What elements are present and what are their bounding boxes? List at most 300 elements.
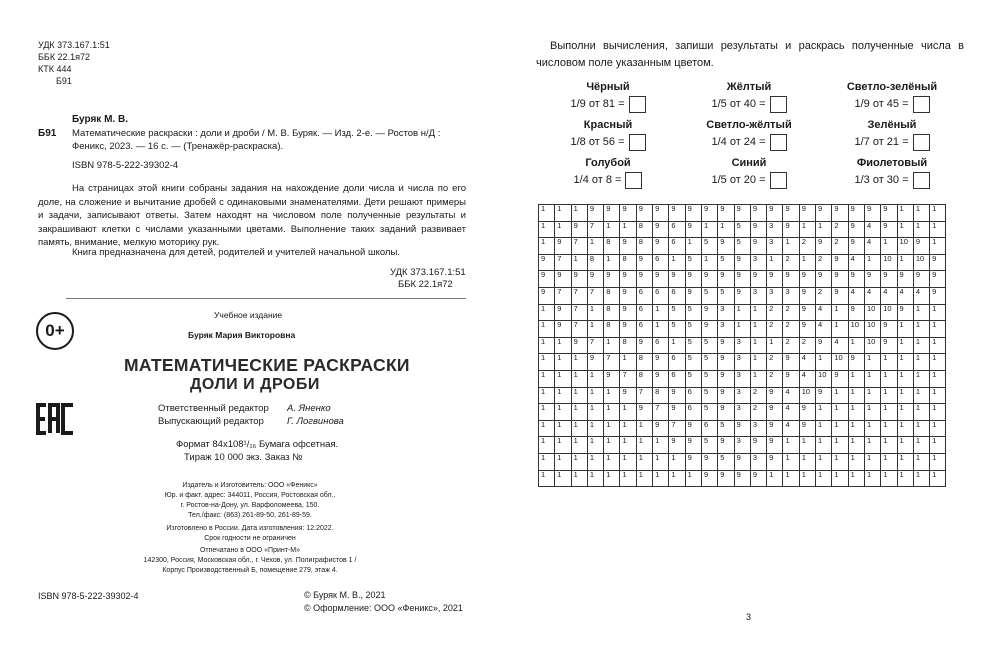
- grid-cell[interactable]: 1: [816, 420, 832, 437]
- grid-cell[interactable]: 10: [832, 354, 848, 371]
- grid-cell[interactable]: 2: [767, 304, 783, 321]
- grid-cell[interactable]: 9: [685, 453, 701, 470]
- grid-cell[interactable]: 1: [881, 404, 897, 421]
- grid-cell[interactable]: 10: [864, 321, 880, 338]
- grid-cell[interactable]: 1: [750, 337, 766, 354]
- grid-cell[interactable]: 1: [897, 221, 913, 238]
- grid-cell[interactable]: 9: [701, 470, 717, 487]
- grid-cell[interactable]: 6: [653, 287, 669, 304]
- grid-cell[interactable]: 1: [930, 387, 946, 404]
- grid-cell[interactable]: 1: [539, 387, 555, 404]
- grid-cell[interactable]: 9: [848, 221, 864, 238]
- grid-cell[interactable]: 1: [620, 437, 636, 454]
- grid-cell[interactable]: 9: [555, 304, 571, 321]
- grid-cell[interactable]: 2: [816, 287, 832, 304]
- grid-cell[interactable]: 1: [539, 337, 555, 354]
- answer-box[interactable]: [913, 134, 930, 151]
- grid-cell[interactable]: 10: [881, 304, 897, 321]
- grid-cell[interactable]: 1: [930, 354, 946, 371]
- grid-cell[interactable]: 1: [897, 205, 913, 222]
- grid-cell[interactable]: 9: [881, 321, 897, 338]
- grid-cell[interactable]: 9: [718, 271, 734, 288]
- grid-cell[interactable]: 8: [636, 370, 652, 387]
- grid-cell[interactable]: 1: [832, 420, 848, 437]
- grid-cell[interactable]: 1: [555, 205, 571, 222]
- grid-cell[interactable]: 3: [734, 404, 750, 421]
- grid-cell[interactable]: 9: [848, 354, 864, 371]
- grid-cell[interactable]: 9: [620, 238, 636, 255]
- grid-cell[interactable]: 4: [816, 304, 832, 321]
- grid-cell[interactable]: 1: [701, 254, 717, 271]
- grid-cell[interactable]: 1: [913, 321, 929, 338]
- grid-cell[interactable]: 1: [620, 420, 636, 437]
- grid-cell[interactable]: 1: [897, 254, 913, 271]
- grid-cell[interactable]: 1: [897, 437, 913, 454]
- grid-cell[interactable]: 9: [734, 453, 750, 470]
- grid-cell[interactable]: 1: [864, 254, 880, 271]
- grid-cell[interactable]: 5: [685, 254, 701, 271]
- grid-cell[interactable]: 1: [539, 304, 555, 321]
- grid-cell[interactable]: 9: [620, 321, 636, 338]
- grid-cell[interactable]: 7: [587, 221, 603, 238]
- grid-cell[interactable]: 1: [750, 370, 766, 387]
- grid-cell[interactable]: 9: [653, 370, 669, 387]
- grid-cell[interactable]: 1: [913, 337, 929, 354]
- grid-cell[interactable]: 9: [653, 354, 669, 371]
- grid-cell[interactable]: 1: [767, 254, 783, 271]
- grid-cell[interactable]: 3: [718, 321, 734, 338]
- grid-cell[interactable]: 1: [571, 370, 587, 387]
- grid-cell[interactable]: 2: [767, 354, 783, 371]
- grid-cell[interactable]: 1: [701, 221, 717, 238]
- grid-cell[interactable]: 10: [816, 370, 832, 387]
- grid-cell[interactable]: 2: [750, 387, 766, 404]
- grid-cell[interactable]: 9: [767, 205, 783, 222]
- grid-cell[interactable]: 6: [685, 387, 701, 404]
- grid-cell[interactable]: 1: [848, 387, 864, 404]
- grid-cell[interactable]: 4: [783, 387, 799, 404]
- grid-cell[interactable]: 9: [767, 271, 783, 288]
- grid-cell[interactable]: 9: [767, 420, 783, 437]
- grid-cell[interactable]: 9: [539, 287, 555, 304]
- grid-cell[interactable]: 9: [783, 221, 799, 238]
- grid-cell[interactable]: 3: [767, 238, 783, 255]
- grid-cell[interactable]: 1: [881, 420, 897, 437]
- grid-cell[interactable]: 2: [832, 221, 848, 238]
- answer-box[interactable]: [625, 172, 642, 189]
- grid-cell[interactable]: 1: [864, 387, 880, 404]
- grid-cell[interactable]: 1: [816, 354, 832, 371]
- grid-cell[interactable]: 1: [653, 470, 669, 487]
- grid-cell[interactable]: 4: [897, 287, 913, 304]
- grid-cell[interactable]: 9: [767, 404, 783, 421]
- grid-cell[interactable]: 1: [604, 453, 620, 470]
- grid-cell[interactable]: 2: [816, 254, 832, 271]
- grid-cell[interactable]: 9: [881, 205, 897, 222]
- grid-cell[interactable]: 9: [783, 271, 799, 288]
- answer-box[interactable]: [629, 96, 646, 113]
- grid-cell[interactable]: 9: [734, 271, 750, 288]
- grid-cell[interactable]: 9: [604, 205, 620, 222]
- grid-cell[interactable]: 9: [734, 287, 750, 304]
- grid-cell[interactable]: 9: [783, 205, 799, 222]
- answer-box[interactable]: [629, 134, 646, 151]
- grid-cell[interactable]: 9: [734, 420, 750, 437]
- grid-cell[interactable]: 1: [930, 437, 946, 454]
- grid-cell[interactable]: 9: [555, 321, 571, 338]
- grid-cell[interactable]: 1: [587, 453, 603, 470]
- grid-cell[interactable]: 7: [571, 287, 587, 304]
- grid-cell[interactable]: 9: [718, 337, 734, 354]
- grid-cell[interactable]: 9: [620, 287, 636, 304]
- grid-cell[interactable]: 9: [799, 271, 815, 288]
- grid-cell[interactable]: 1: [930, 470, 946, 487]
- grid-cell[interactable]: 9: [864, 271, 880, 288]
- grid-cell[interactable]: 9: [718, 404, 734, 421]
- grid-cell[interactable]: 1: [783, 238, 799, 255]
- grid-cell[interactable]: 1: [913, 437, 929, 454]
- grid-cell[interactable]: 9: [685, 205, 701, 222]
- grid-cell[interactable]: 1: [587, 470, 603, 487]
- grid-cell[interactable]: 1: [636, 453, 652, 470]
- grid-cell[interactable]: 9: [750, 205, 766, 222]
- grid-cell[interactable]: 1: [832, 437, 848, 454]
- grid-cell[interactable]: 1: [604, 404, 620, 421]
- grid-cell[interactable]: 1: [587, 238, 603, 255]
- grid-cell[interactable]: 1: [897, 354, 913, 371]
- grid-cell[interactable]: 1: [555, 337, 571, 354]
- grid-cell[interactable]: 1: [881, 238, 897, 255]
- grid-cell[interactable]: 9: [767, 387, 783, 404]
- grid-cell[interactable]: 1: [881, 470, 897, 487]
- grid-cell[interactable]: 1: [864, 453, 880, 470]
- grid-cell[interactable]: 9: [653, 271, 669, 288]
- grid-cell[interactable]: 1: [832, 304, 848, 321]
- grid-cell[interactable]: 5: [685, 354, 701, 371]
- grid-cell[interactable]: 9: [783, 370, 799, 387]
- grid-cell[interactable]: 1: [604, 387, 620, 404]
- grid-cell[interactable]: 9: [750, 271, 766, 288]
- grid-cell[interactable]: 9: [587, 271, 603, 288]
- grid-cell[interactable]: 1: [669, 254, 685, 271]
- grid-cell[interactable]: 1: [799, 453, 815, 470]
- grid-cell[interactable]: 9: [653, 205, 669, 222]
- grid-cell[interactable]: 9: [718, 238, 734, 255]
- grid-cell[interactable]: 1: [555, 354, 571, 371]
- grid-cell[interactable]: 9: [636, 404, 652, 421]
- grid-cell[interactable]: 9: [799, 321, 815, 338]
- grid-cell[interactable]: 9: [669, 205, 685, 222]
- grid-cell[interactable]: 9: [799, 205, 815, 222]
- grid-cell[interactable]: 1: [734, 321, 750, 338]
- grid-cell[interactable]: 9: [897, 304, 913, 321]
- grid-cell[interactable]: 9: [734, 470, 750, 487]
- grid-cell[interactable]: 9: [718, 437, 734, 454]
- grid-cell[interactable]: 9: [685, 287, 701, 304]
- grid-cell[interactable]: 7: [620, 370, 636, 387]
- grid-cell[interactable]: 1: [636, 470, 652, 487]
- grid-cell[interactable]: 9: [930, 254, 946, 271]
- grid-cell[interactable]: 1: [783, 470, 799, 487]
- grid-cell[interactable]: 9: [718, 470, 734, 487]
- grid-cell[interactable]: 5: [685, 370, 701, 387]
- grid-cell[interactable]: 1: [832, 321, 848, 338]
- grid-cell[interactable]: 7: [555, 287, 571, 304]
- answer-box[interactable]: [770, 134, 787, 151]
- grid-cell[interactable]: 9: [701, 205, 717, 222]
- grid-cell[interactable]: 1: [832, 453, 848, 470]
- grid-cell[interactable]: 1: [571, 470, 587, 487]
- grid-cell[interactable]: 3: [718, 304, 734, 321]
- grid-cell[interactable]: 1: [897, 453, 913, 470]
- grid-cell[interactable]: 1: [539, 370, 555, 387]
- grid-cell[interactable]: 8: [604, 287, 620, 304]
- grid-cell[interactable]: 9: [669, 404, 685, 421]
- grid-cell[interactable]: 1: [571, 387, 587, 404]
- grid-cell[interactable]: 4: [848, 254, 864, 271]
- grid-cell[interactable]: 9: [604, 370, 620, 387]
- grid-cell[interactable]: 6: [669, 354, 685, 371]
- grid-cell[interactable]: 1: [864, 437, 880, 454]
- grid-cell[interactable]: 1: [816, 221, 832, 238]
- grid-cell[interactable]: 5: [685, 337, 701, 354]
- grid-cell[interactable]: 9: [669, 387, 685, 404]
- grid-cell[interactable]: 1: [750, 321, 766, 338]
- grid-cell[interactable]: 1: [848, 470, 864, 487]
- grid-cell[interactable]: 7: [636, 387, 652, 404]
- grid-cell[interactable]: 1: [930, 304, 946, 321]
- grid-cell[interactable]: 1: [604, 254, 620, 271]
- grid-cell[interactable]: 9: [718, 205, 734, 222]
- grid-cell[interactable]: 5: [718, 287, 734, 304]
- grid-cell[interactable]: 9: [767, 453, 783, 470]
- grid-cell[interactable]: 9: [669, 437, 685, 454]
- grid-cell[interactable]: 1: [604, 437, 620, 454]
- grid-cell[interactable]: 6: [685, 404, 701, 421]
- grid-cell[interactable]: 2: [799, 337, 815, 354]
- grid-cell[interactable]: 1: [604, 221, 620, 238]
- grid-cell[interactable]: 1: [539, 354, 555, 371]
- grid-cell[interactable]: 10: [864, 337, 880, 354]
- grid-cell[interactable]: 1: [930, 370, 946, 387]
- grid-cell[interactable]: 6: [669, 238, 685, 255]
- grid-cell[interactable]: 5: [734, 221, 750, 238]
- grid-cell[interactable]: 3: [750, 420, 766, 437]
- grid-cell[interactable]: 1: [832, 470, 848, 487]
- grid-cell[interactable]: 3: [750, 453, 766, 470]
- grid-cell[interactable]: 6: [669, 370, 685, 387]
- grid-cell[interactable]: 2: [783, 321, 799, 338]
- grid-cell[interactable]: 7: [555, 254, 571, 271]
- grid-cell[interactable]: 9: [930, 287, 946, 304]
- grid-cell[interactable]: 9: [930, 271, 946, 288]
- grid-cell[interactable]: 1: [897, 387, 913, 404]
- grid-cell[interactable]: 9: [701, 304, 717, 321]
- grid-cell[interactable]: 4: [848, 287, 864, 304]
- grid-cell[interactable]: 5: [701, 354, 717, 371]
- grid-cell[interactable]: 9: [539, 271, 555, 288]
- grid-cell[interactable]: 3: [734, 387, 750, 404]
- grid-cell[interactable]: 1: [604, 470, 620, 487]
- grid-cell[interactable]: 9: [816, 205, 832, 222]
- grid-cell[interactable]: 9: [685, 271, 701, 288]
- grid-cell[interactable]: 1: [930, 337, 946, 354]
- grid-cell[interactable]: 1: [539, 221, 555, 238]
- grid-cell[interactable]: 1: [539, 420, 555, 437]
- grid-cell[interactable]: 1: [636, 420, 652, 437]
- grid-cell[interactable]: 1: [539, 404, 555, 421]
- grid-cell[interactable]: 9: [881, 221, 897, 238]
- grid-cell[interactable]: 10: [913, 254, 929, 271]
- grid-cell[interactable]: 10: [864, 304, 880, 321]
- grid-cell[interactable]: 9: [832, 287, 848, 304]
- grid-cell[interactable]: 2: [799, 238, 815, 255]
- grid-cell[interactable]: 1: [620, 470, 636, 487]
- grid-cell[interactable]: 10: [897, 238, 913, 255]
- grid-cell[interactable]: 3: [734, 337, 750, 354]
- grid-cell[interactable]: 4: [816, 321, 832, 338]
- grid-cell[interactable]: 3: [734, 370, 750, 387]
- grid-cell[interactable]: 1: [767, 470, 783, 487]
- grid-cell[interactable]: 3: [734, 437, 750, 454]
- grid-cell[interactable]: 1: [864, 370, 880, 387]
- grid-cell[interactable]: 1: [799, 470, 815, 487]
- grid-cell[interactable]: 1: [848, 453, 864, 470]
- grid-cell[interactable]: 9: [816, 337, 832, 354]
- grid-cell[interactable]: 1: [604, 337, 620, 354]
- grid-cell[interactable]: 1: [669, 337, 685, 354]
- grid-cell[interactable]: 1: [604, 420, 620, 437]
- grid-cell[interactable]: 1: [620, 453, 636, 470]
- grid-cell[interactable]: 1: [571, 254, 587, 271]
- grid-cell[interactable]: 1: [653, 304, 669, 321]
- grid-cell[interactable]: 4: [783, 404, 799, 421]
- grid-cell[interactable]: 1: [587, 321, 603, 338]
- grid-cell[interactable]: 1: [587, 370, 603, 387]
- grid-cell[interactable]: 1: [848, 420, 864, 437]
- grid-cell[interactable]: 9: [848, 238, 864, 255]
- grid-cell[interactable]: 1: [930, 321, 946, 338]
- grid-cell[interactable]: 9: [636, 337, 652, 354]
- grid-cell[interactable]: 9: [864, 205, 880, 222]
- grid-cell[interactable]: 1: [571, 453, 587, 470]
- grid-cell[interactable]: 1: [767, 337, 783, 354]
- grid-cell[interactable]: 9: [799, 420, 815, 437]
- grid-cell[interactable]: 9: [881, 337, 897, 354]
- grid-cell[interactable]: 9: [734, 254, 750, 271]
- grid-cell[interactable]: 9: [750, 470, 766, 487]
- grid-cell[interactable]: 5: [701, 387, 717, 404]
- grid-cell[interactable]: 9: [913, 271, 929, 288]
- grid-cell[interactable]: 5: [718, 254, 734, 271]
- grid-cell[interactable]: 1: [881, 354, 897, 371]
- grid-cell[interactable]: 1: [587, 437, 603, 454]
- grid-cell[interactable]: 1: [897, 404, 913, 421]
- grid-cell[interactable]: 1: [718, 221, 734, 238]
- grid-cell[interactable]: 1: [587, 304, 603, 321]
- grid-cell[interactable]: 3: [750, 254, 766, 271]
- grid-cell[interactable]: 7: [571, 321, 587, 338]
- grid-cell[interactable]: 7: [669, 420, 685, 437]
- grid-cell[interactable]: 1: [620, 221, 636, 238]
- grid-cell[interactable]: 5: [701, 404, 717, 421]
- grid-cell[interactable]: 1: [539, 437, 555, 454]
- grid-cell[interactable]: 1: [848, 437, 864, 454]
- grid-cell[interactable]: 5: [734, 238, 750, 255]
- grid-cell[interactable]: 1: [930, 221, 946, 238]
- grid-cell[interactable]: 3: [734, 354, 750, 371]
- grid-cell[interactable]: 1: [555, 370, 571, 387]
- grid-cell[interactable]: 5: [718, 453, 734, 470]
- grid-cell[interactable]: 9: [604, 271, 620, 288]
- grid-cell[interactable]: 9: [881, 271, 897, 288]
- grid-cell[interactable]: 9: [636, 205, 652, 222]
- grid-cell[interactable]: 9: [848, 271, 864, 288]
- grid-cell[interactable]: 1: [669, 453, 685, 470]
- grid-cell[interactable]: 1: [930, 205, 946, 222]
- grid-cell[interactable]: 1: [897, 370, 913, 387]
- grid-cell[interactable]: 7: [653, 404, 669, 421]
- grid-cell[interactable]: 10: [848, 321, 864, 338]
- grid-cell[interactable]: 4: [881, 287, 897, 304]
- grid-cell[interactable]: 1: [799, 254, 815, 271]
- grid-cell[interactable]: 9: [587, 354, 603, 371]
- grid-cell[interactable]: 1: [555, 221, 571, 238]
- grid-cell[interactable]: 1: [930, 404, 946, 421]
- grid-cell[interactable]: 9: [783, 354, 799, 371]
- grid-cell[interactable]: 1: [864, 404, 880, 421]
- grid-cell[interactable]: 4: [799, 354, 815, 371]
- grid-cell[interactable]: 5: [701, 238, 717, 255]
- grid-cell[interactable]: 1: [816, 404, 832, 421]
- grid-cell[interactable]: 9: [620, 205, 636, 222]
- grid-cell[interactable]: 9: [897, 271, 913, 288]
- grid-cell[interactable]: 2: [750, 404, 766, 421]
- grid-cell[interactable]: 5: [669, 321, 685, 338]
- grid-cell[interactable]: 9: [750, 238, 766, 255]
- grid-cell[interactable]: 1: [913, 205, 929, 222]
- grid-cell[interactable]: 5: [685, 304, 701, 321]
- grid-cell[interactable]: 1: [539, 238, 555, 255]
- grid-cell[interactable]: 1: [913, 420, 929, 437]
- grid-cell[interactable]: 9: [701, 321, 717, 338]
- grid-cell[interactable]: 1: [897, 337, 913, 354]
- grid-cell[interactable]: 1: [881, 370, 897, 387]
- grid-cell[interactable]: 1: [685, 238, 701, 255]
- grid-cell[interactable]: 7: [571, 304, 587, 321]
- grid-cell[interactable]: 1: [555, 437, 571, 454]
- grid-cell[interactable]: 5: [701, 370, 717, 387]
- grid-cell[interactable]: 9: [734, 205, 750, 222]
- grid-cell[interactable]: 1: [864, 354, 880, 371]
- grid-cell[interactable]: 8: [604, 321, 620, 338]
- grid-cell[interactable]: 1: [913, 404, 929, 421]
- grid-cell[interactable]: 1: [848, 337, 864, 354]
- grid-cell[interactable]: 9: [571, 337, 587, 354]
- grid-cell[interactable]: 1: [571, 437, 587, 454]
- grid-cell[interactable]: 2: [783, 304, 799, 321]
- grid-cell[interactable]: 9: [816, 238, 832, 255]
- grid-cell[interactable]: 1: [555, 404, 571, 421]
- grid-cell[interactable]: 1: [799, 221, 815, 238]
- grid-cell[interactable]: 9: [685, 437, 701, 454]
- grid-cell[interactable]: 1: [555, 420, 571, 437]
- grid-cell[interactable]: 8: [604, 238, 620, 255]
- grid-cell[interactable]: 9: [718, 370, 734, 387]
- grid-cell[interactable]: 1: [750, 304, 766, 321]
- grid-cell[interactable]: 3: [783, 287, 799, 304]
- grid-cell[interactable]: 9: [832, 205, 848, 222]
